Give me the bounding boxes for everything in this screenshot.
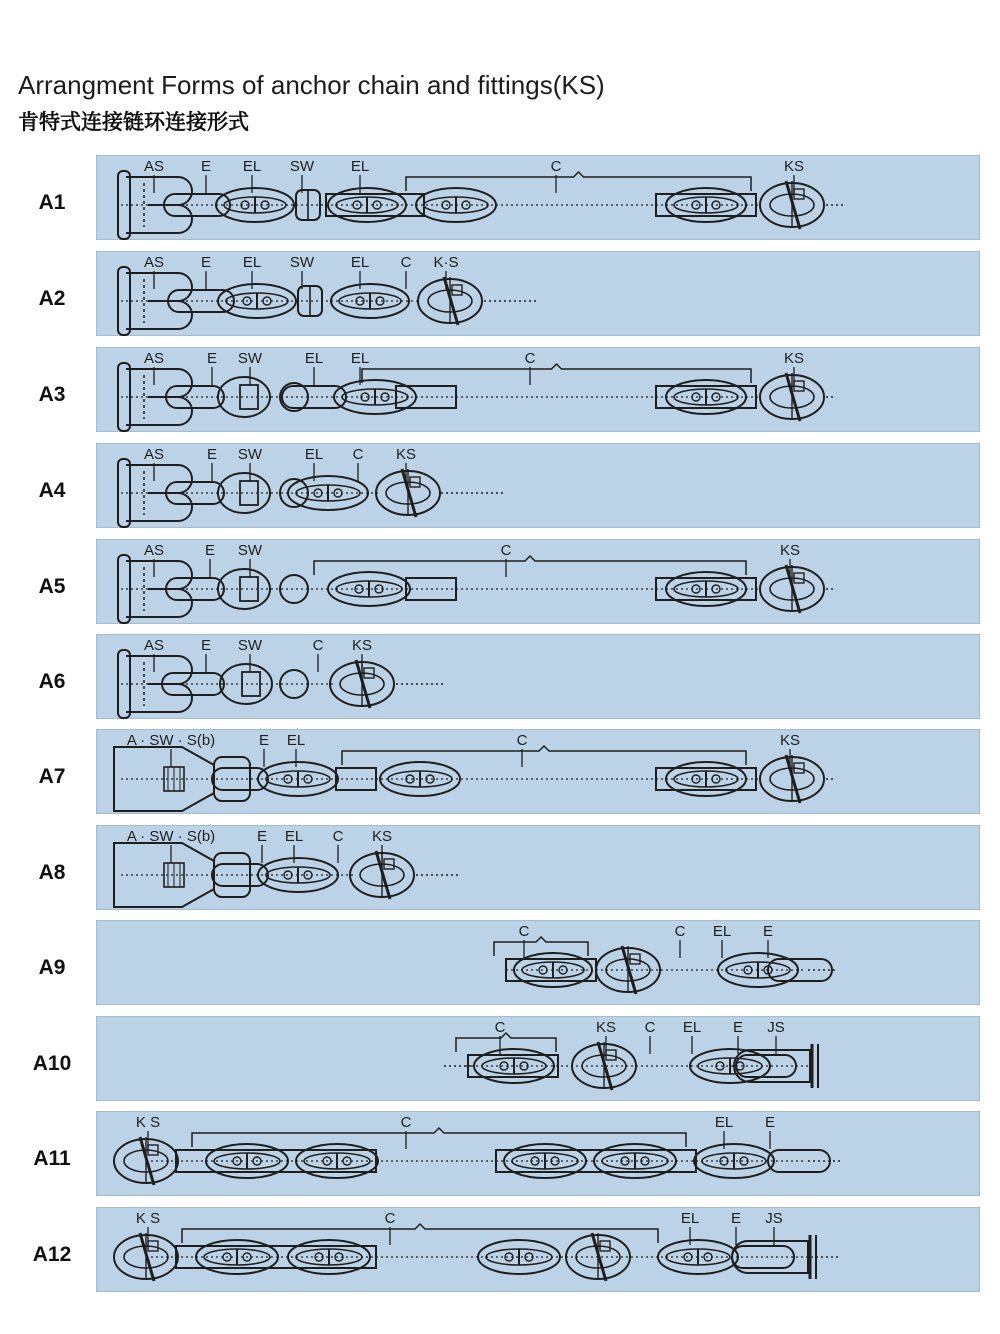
part-label: EL: [242, 158, 262, 175]
part-label: EL: [304, 446, 324, 463]
part-label: E: [200, 254, 212, 271]
chain-part-ks: [596, 946, 660, 994]
part-label: E: [206, 446, 218, 463]
part-label: E: [258, 732, 270, 749]
strip-background: [96, 155, 980, 240]
part-label: KS: [395, 446, 417, 463]
part-label: C: [644, 1019, 656, 1036]
part-label: EL: [680, 1210, 700, 1227]
part-label: EL: [304, 350, 324, 367]
part-label: C: [400, 1114, 412, 1131]
part-label: A · SW · S(b): [126, 828, 216, 845]
chain-part-ks: [376, 469, 440, 517]
row-label-a11: A11: [33, 1147, 71, 1170]
chain-part-ks: [114, 1137, 178, 1185]
part-label: AS: [143, 446, 165, 463]
arrangement-strip-a11: [96, 1111, 980, 1196]
row-label-a8: A8: [38, 861, 66, 884]
part-label: AS: [143, 158, 165, 175]
part-label: C: [312, 637, 324, 654]
strip-background: [96, 539, 980, 624]
part-label: KS: [783, 158, 805, 175]
arrangement-strip-a4: [96, 443, 980, 528]
chain-part-ks: [572, 1042, 636, 1090]
part-label: EL: [350, 254, 370, 271]
row-label-a7: A7: [38, 765, 66, 788]
part-label: SW: [237, 637, 263, 654]
part-label: EL: [714, 1114, 734, 1131]
strip-background: [96, 1016, 980, 1101]
arrangement-strip-a12: [96, 1207, 980, 1292]
part-label: E: [762, 923, 774, 940]
part-label: K S: [135, 1114, 161, 1131]
part-label: AS: [143, 254, 165, 271]
part-label: SW: [237, 350, 263, 367]
row-label-a10: A10: [32, 1052, 72, 1075]
part-label: SW: [289, 254, 315, 271]
arrangement-strip-a7: [96, 729, 980, 814]
chain-part-ks: [760, 181, 824, 229]
chain-part-ks: [566, 1233, 630, 1281]
part-label: KS: [779, 542, 801, 559]
arrangement-strip-a9: [96, 920, 980, 1005]
row-label-a5: A5: [38, 575, 66, 598]
part-label: SW: [237, 542, 263, 559]
part-label: E: [764, 1114, 776, 1131]
part-label: AS: [143, 542, 165, 559]
chain-part-ks: [760, 565, 824, 613]
part-label: C: [674, 923, 686, 940]
strip-background: [96, 443, 980, 528]
part-label: AS: [143, 637, 165, 654]
part-label: EL: [242, 254, 262, 271]
title-chinese: 肯特式连接链环连接形式: [18, 111, 249, 134]
chain-part-ks: [114, 1233, 178, 1281]
row-label-a3: A3: [38, 383, 66, 406]
strip-background: [96, 347, 980, 432]
row-label-a1: A1: [38, 191, 66, 214]
part-label: E: [204, 542, 216, 559]
part-label: C: [352, 446, 364, 463]
chain-part-ks: [760, 373, 824, 421]
arrangement-strip-a2: [96, 251, 980, 336]
part-label: KS: [595, 1019, 617, 1036]
chain-part-ks: [418, 277, 482, 325]
title-english: Arrangment Forms of anchor chain and fittings(KS): [18, 70, 605, 100]
arrangement-strip-a3: [96, 347, 980, 432]
arrangement-strip-a10: [96, 1016, 980, 1101]
strip-background: [96, 251, 980, 336]
part-label: SW: [237, 446, 263, 463]
part-label: E: [206, 350, 218, 367]
part-label: K·S: [433, 254, 459, 271]
part-label: KS: [779, 732, 801, 749]
part-label: SW: [289, 158, 315, 175]
part-label: C: [494, 1019, 506, 1036]
strip-background: [96, 634, 980, 719]
part-label: C: [500, 542, 512, 559]
part-label: C: [332, 828, 344, 845]
part-label: EL: [350, 350, 370, 367]
chain-part-ks: [760, 755, 824, 803]
part-label: AS: [143, 350, 165, 367]
part-label: E: [200, 158, 212, 175]
part-label: JS: [767, 1019, 785, 1036]
part-label: JS: [765, 1210, 783, 1227]
part-label: KS: [783, 350, 805, 367]
row-label-a12: A12: [32, 1243, 72, 1266]
part-label: EL: [712, 923, 732, 940]
row-label-a6: A6: [38, 670, 66, 693]
part-label: EL: [284, 828, 304, 845]
part-label: EL: [350, 158, 370, 175]
part-label: C: [524, 350, 536, 367]
row-label-a2: A2: [38, 287, 66, 310]
part-label: C: [384, 1210, 396, 1227]
part-label: E: [732, 1019, 744, 1036]
part-label: C: [550, 158, 562, 175]
row-label-a9: A9: [38, 956, 66, 979]
part-label: EL: [682, 1019, 702, 1036]
arrangement-strip-a5: [96, 539, 980, 624]
part-label: E: [730, 1210, 742, 1227]
part-label: K S: [135, 1210, 161, 1227]
arrangement-strip-a6: [96, 634, 980, 719]
arrangement-strip-a1: [96, 155, 980, 240]
part-label: A · SW · S(b): [126, 732, 216, 749]
part-label: E: [200, 637, 212, 654]
part-label: KS: [371, 828, 393, 845]
part-label: E: [256, 828, 268, 845]
part-label: C: [516, 732, 528, 749]
part-label: C: [518, 923, 530, 940]
arrangement-strip-a8: [96, 825, 980, 910]
part-label: KS: [351, 637, 373, 654]
part-label: C: [400, 254, 412, 271]
row-label-a4: A4: [38, 479, 66, 502]
part-label: EL: [286, 732, 306, 749]
